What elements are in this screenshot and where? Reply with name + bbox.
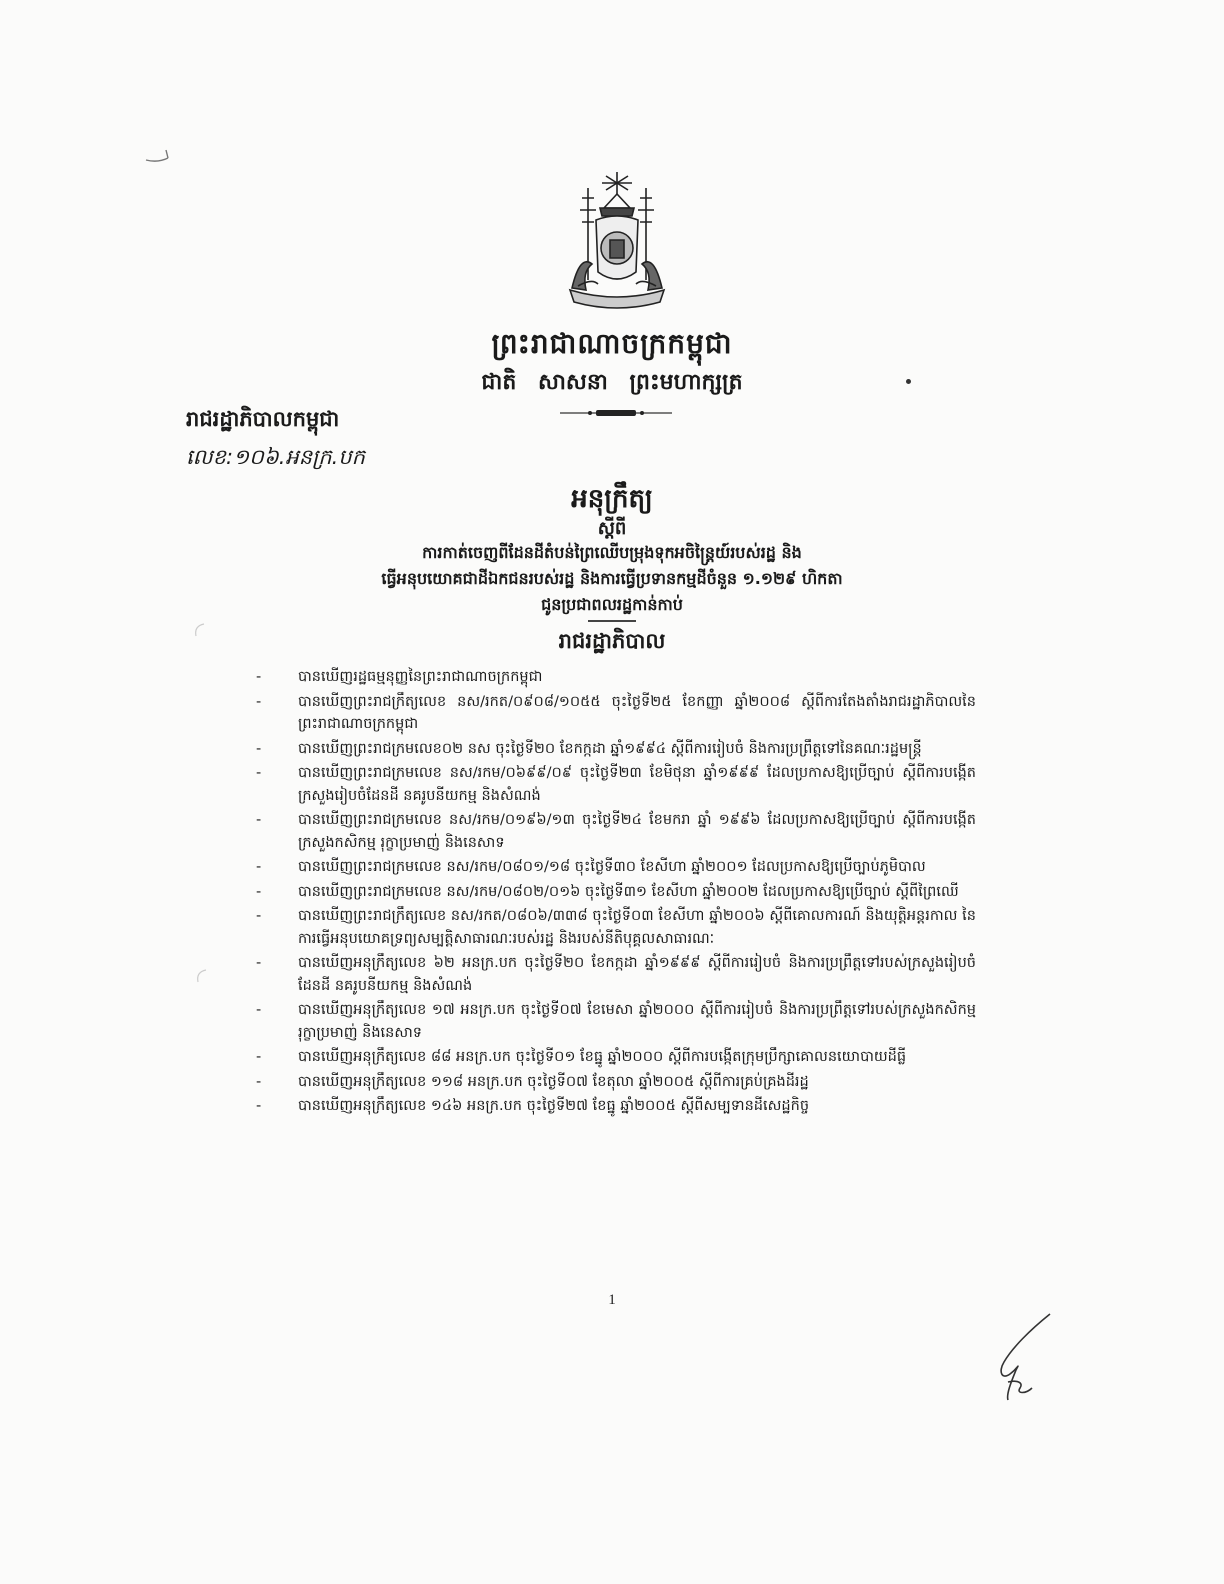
- document-type-title: អនុក្រឹត្យ: [571, 484, 653, 514]
- consideration-text: បានឃើញអនុក្រឹត្យលេខ ១១៨ អនក្រ.បក ចុះថ្ងៃទី០៧ ខែតុលា ឆ្នាំ២០០៥ ស្ដីពីការគ្រប់គ្រងដីរដ្ឋ: [298, 1073, 809, 1090]
- consideration-item: - បានឃើញរដ្ឋធម្មនុញ្ញនៃព្រះរាជាណាចក្រកម្ពុជា: [256, 669, 543, 685]
- consideration-text: បានឃើញអនុក្រឹត្យលេខ ៨៨ អនក្រ.បក ចុះថ្ងៃទី០១ ខែធ្នូ ឆ្នាំ២០០០ ស្ដីពីការបង្កើតក្រុមប្រឹក្សាគោលនយោបាយដីធ្លី: [298, 1049, 907, 1065]
- kingdom-name: ព្រះរាជាណាចក្រកម្ពុជា: [491, 327, 733, 360]
- consideration-item: - បានឃើញព្រះរាជក្រមលេខ នស/រកម/០៦៩៩/០៩ ចុះថ្ងៃទី២៣ ខែមិថុនា ឆ្នាំ១៩៩៩ ដែលប្រកាសឱ្យប្រើច្បាប់ ស្ដីពីការបង្កើតក្រសួងរៀបចំដែនដី នគរូបនីយកម្ម និងសំណង់: [256, 765, 976, 804]
- consideration-text: បានឃើញព្រះរាជក្រមលេខ០២ នស ចុះថ្ងៃទី២០ ខែកក្កដា ឆ្នាំ១៩៩៤ ស្ដីពីការរៀបចំ និងការប្រព្រឹត្តទៅនៃគណៈរដ្ឋមន្ត្រី: [298, 740, 922, 757]
- ornamental-divider: [560, 408, 672, 418]
- consideration-text: បានឃើញព្រះរាជក្រមលេខ នស/រកម/០៨០២/០១៦ ចុះថ្ងៃទី៣១ ខែសីហា ឆ្នាំ២០០២ ដែលប្រកាសឱ្យប្រើច្បាប់ ស្ដីពីព្រៃឈើ: [298, 883, 959, 900]
- consideration-item: - បានឃើញព្រះរាជក្រមលេខ នស/រកម/០៨០១/១៨ ចុះថ្ងៃទី៣០ ខែសីហា ឆ្នាំ២០០១ ដែលប្រកាសឱ្យប្រើច្បាប់ភូមិបាល: [256, 859, 926, 875]
- subject-line: ជូនប្រជាពលរដ្ឋកាន់កាប់: [541, 595, 683, 614]
- consideration-item: - បានឃើញព្រះរាជក្រមលេខ នស/រកម/០១៩៦/១៣ ចុះថ្ងៃទី២៤ ខែមករា ឆ្នាំ ១៩៩៦ ដែលប្រកាសឱ្យប្រើច្បាប់ ស្ដីពីការបង្កើតក្រសួងកសិកម្ម រុក្ខាប្រមាញ់ និងនេសាទ: [256, 812, 976, 851]
- consideration-item: - បានឃើញអនុក្រឹត្យលេខ ៨៨ អនក្រ.បក ចុះថ្ងៃទី០១ ខែធ្នូ ឆ្នាំ២០០០ ស្ដីពីការបង្កើតក្រុមប្រឹក្សាគោលនយោបាយដីធ្លី: [256, 1049, 907, 1065]
- consideration-text: បានឃើញព្រះរាជក្រមលេខ នស/រកម/០៨០១/១៨ ចុះថ្ងៃទី៣០ ខែសីហា ឆ្នាំ២០០១ ដែលប្រកាសឱ្យប្រើច្បាប់ភូមិបាល: [298, 859, 926, 875]
- consideration-item: - បានឃើញអនុក្រឹត្យលេខ ១៧ អនក្រ.បក ចុះថ្ងៃទី០៧ ខែមេសា ឆ្នាំ២០០០ ស្ដីពីការរៀបចំ និងការប្រព្រឹត្តទៅរបស់ក្រសួងកសិកម្ម រុក្ខាប្រមាញ់ និងនេសាទ: [256, 1002, 976, 1041]
- subject-line: ធ្វើអនុបយោគជាដីឯកជនរបស់រដ្ឋ និងការធ្វើប្រទានកម្មដីចំនួន ១.១២៩ ហិកតា: [381, 569, 843, 588]
- consideration-item: - បានឃើញអនុក្រឹត្យលេខ ៦២ អនក្រ.បក ចុះថ្ងៃទី២០ ខែកក្កដា ឆ្នាំ១៩៩៩ ស្ដីពីការរៀបចំ និងការប្រព្រឹត្តទៅរបស់ក្រសួងរៀបចំដែនដី នគរូបនីយកម្ម និងសំណង់: [256, 955, 976, 994]
- royal-coat-of-arms-icon: [552, 168, 682, 318]
- consideration-item: - បានឃើញព្រះរាជក្រឹត្យលេខ នស/រកត/០៩០៨/១០៥៥ ចុះថ្ងៃទី២៥ ខែកញ្ញា ឆ្នាំ២០០៨ ស្ដីពីការតែងតាំងរាជរដ្ឋាភិបាលនៃព្រះរាជាណាចក្រកម្ពុជា: [256, 693, 976, 732]
- subject-line: ការកាត់ចេញពីដែនដីតំបន់ព្រៃឈើបម្រុងទុកអចិន្ត្រៃយ៍របស់រដ្ឋ និង: [422, 543, 802, 562]
- heading-rule: [588, 620, 636, 622]
- consideration-text: បានឃើញរដ្ឋធម្មនុញ្ញនៃព្រះរាជាណាចក្រកម្ពុជា: [298, 669, 543, 685]
- handwritten-signature: [990, 1310, 1060, 1410]
- consideration-text: បានឃើញព្រះរាជក្រឹត្យលេខ នស/រកត/០៩០៨/១០៥៥ ចុះថ្ងៃទី២៥ ខែកញ្ញា ឆ្នាំ២០០៨ ស្ដីពីការតែងតាំងរាជរដ្ឋាភិបាលនៃព្រះរាជាណាចក្រកម្ពុជា: [298, 693, 976, 732]
- margin-bracket-mark: [192, 966, 208, 986]
- consideration-item: - បានឃើញព្រះរាជក្រឹត្យលេខ នស/រកត/០៨០៦/៣៣៨ ចុះថ្ងៃទី០៣ ខែសីហា ឆ្នាំ២០០៦ ស្ដីពីគោលការណ៍ និងយុត្តិអន្តរកាល នៃការធ្វើអនុបយោគទ្រព្យសម្បត្តិសាធារណៈរបស់រដ្ឋ និងរបស់នីតិបុគ្គលសាធារណៈ: [256, 908, 976, 947]
- regarding-label: ស្ដីពី: [597, 518, 627, 539]
- consideration-text: បានឃើញអនុក្រឹត្យលេខ ១៧ អនក្រ.បក ចុះថ្ងៃទី០៧ ខែមេសា ឆ្នាំ២០០០ ស្ដីពីការរៀបចំ និងការប្រព្រឹត្តទៅរបស់ក្រសួងកសិកម្ម រុក្ខាប្រមាញ់ និងនេសាទ: [298, 1002, 976, 1041]
- consideration-text: បានឃើញអនុក្រឹត្យលេខ ១៤៦ អនក្រ.បក ចុះថ្ងៃទី២៧ ខែធ្នូ ឆ្នាំ២០០៥ ស្ដីពីសម្បទានដីសេដ្ឋកិច្ច: [298, 1098, 810, 1114]
- page-number: 1: [608, 1292, 616, 1308]
- consideration-item: - បានឃើញព្រះរាជក្រមលេខ នស/រកម/០៨០២/០១៦ ចុះថ្ងៃទី៣១ ខែសីហា ឆ្នាំ២០០២ ដែលប្រកាសឱ្យប្រើច្បាប់ ស្ដីពីព្រៃឈើ: [256, 883, 959, 900]
- government-heading: រាជរដ្ឋាភិបាល: [558, 629, 666, 653]
- considerations-list: [256, 666, 976, 1120]
- national-motto: ជាតិ សាសនា ព្រះមហាក្សត្រ: [481, 370, 743, 395]
- margin-tick-mark: [144, 148, 174, 166]
- consideration-text: បានឃើញព្រះរាជក្រមលេខ នស/រកម/០១៩៦/១៣ ចុះថ្ងៃទី២៤ ខែមករា ឆ្នាំ ១៩៩៦ ដែលប្រកាសឱ្យប្រើច្បាប់ ស្ដីពីការបង្កើតក្រសួងកសិកម្ម រុក្ខាប្រមាញ់ និងនេសាទ: [298, 812, 976, 851]
- stray-dot: [906, 379, 911, 384]
- consideration-item: - បានឃើញព្រះរាជក្រមលេខ០២ នស ចុះថ្ងៃទី២០ ខែកក្កដា ឆ្នាំ១៩៩៤ ស្ដីពីការរៀបចំ និងការប្រព្រឹត្តទៅនៃគណៈរដ្ឋមន្ត្រី: [256, 740, 922, 757]
- consideration-text: បានឃើញព្រះរាជក្រឹត្យលេខ នស/រកត/០៨០៦/៣៣៨ ចុះថ្ងៃទី០៣ ខែសីហា ឆ្នាំ២០០៦ ស្ដីពីគោលការណ៍ និងយុត្តិអន្តរកាល នៃការធ្វើអនុបយោគទ្រព្យសម្បត្តិសាធារណៈរបស់រដ្ឋ និងរបស់នីតិបុគ្គលសាធារណៈ: [298, 908, 976, 947]
- kingdom-title: [0, 326, 1224, 367]
- subject-block: [0, 540, 1224, 618]
- issuing-government: រាជរដ្ឋាភិបាលកម្ពុជា: [186, 407, 340, 431]
- consideration-text: បានឃើញព្រះរាជក្រមលេខ នស/រកម/០៦៩៩/០៩ ចុះថ្ងៃទី២៣ ខែមិថុនា ឆ្នាំ១៩៩៩ ដែលប្រកាសឱ្យប្រើច្បាប់ ស្ដីពីការបង្កើតក្រសួងរៀបចំដែនដី នគរូបនីយកម្ម និងសំណង់: [298, 765, 976, 804]
- consideration-item: - បានឃើញអនុក្រឹត្យលេខ ១៤៦ អនក្រ.បក ចុះថ្ងៃទី២៧ ខែធ្នូ ឆ្នាំ២០០៥ ស្ដីពីសម្បទានដីសេដ្ឋកិច្ច: [256, 1098, 810, 1114]
- consideration-text: បានឃើញអនុក្រឹត្យលេខ ៦២ អនក្រ.បក ចុះថ្ងៃទី២០ ខែកក្កដា ឆ្នាំ១៩៩៩ ស្ដីពីការរៀបចំ និងការប្រព្រឹត្តទៅរបស់ក្រសួងរៀបចំដែនដី នគរូបនីយកម្ម និងសំណង់: [298, 955, 976, 994]
- document-number: លេខ:១០៦.អនក្រ.បក: [186, 445, 365, 469]
- margin-bracket-mark: [190, 620, 206, 640]
- consideration-item: - បានឃើញអនុក្រឹត្យលេខ ១១៨ អនក្រ.បក ចុះថ្ងៃទី០៧ ខែតុលា ឆ្នាំ២០០៥ ស្ដីពីការគ្រប់គ្រងដីរដ្ឋ: [256, 1073, 809, 1090]
